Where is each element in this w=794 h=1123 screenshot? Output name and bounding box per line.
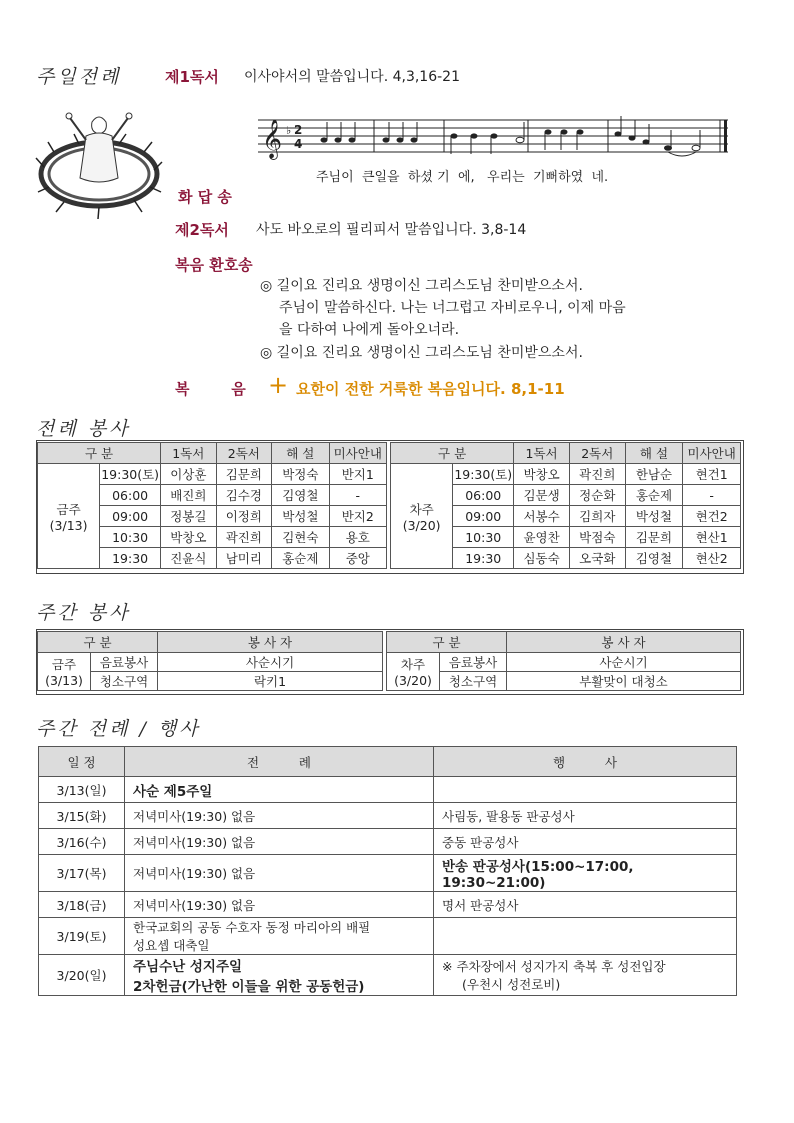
service-cell: 박성철 xyxy=(625,506,683,527)
schedule-liturgy-cell xyxy=(125,803,434,829)
service-cell: 박정숙 xyxy=(272,464,329,485)
service-cell: 배진희 xyxy=(161,485,217,506)
service-cell: 19:30(토) xyxy=(453,464,514,485)
schedule-table xyxy=(38,746,737,996)
weekly-table-next xyxy=(386,631,741,691)
acclamation-line-4: ◎ 길이요 진리요 생명이신 그리스도님 찬미받으소서. xyxy=(260,345,583,361)
schedule-liturgy-cell xyxy=(125,955,434,996)
schedule-event-cell xyxy=(434,892,737,918)
schedule-liturgy-line: 저녁미사(19:30) 없음 xyxy=(133,866,256,881)
weekly-group-cell xyxy=(387,653,440,691)
service-cell: 진윤식 xyxy=(161,548,217,569)
service-group-cell xyxy=(391,464,453,569)
table-row xyxy=(39,855,737,892)
schedule-header-date: 일 정 xyxy=(39,747,125,777)
weekly-group-cell xyxy=(38,653,91,691)
service-cell: 09:00 xyxy=(100,506,161,527)
crown-of-thorns-illustration xyxy=(34,92,164,222)
service-header-usher: 미사안내 xyxy=(329,443,386,464)
schedule-liturgy-line: 저녁미사(19:30) 없음 xyxy=(133,897,256,913)
schedule-date-cell: 3/19(토) xyxy=(39,918,125,955)
weekly-category-cell: 청소구역 xyxy=(440,672,507,691)
service-cell: 곽진희 xyxy=(216,527,272,548)
reading2-label: 제2독서 xyxy=(175,221,229,239)
schedule-liturgy-cell xyxy=(125,855,434,892)
service-cell: 반지1 xyxy=(329,464,386,485)
service-cell: - xyxy=(329,485,386,506)
service-cell: 남미리 xyxy=(216,548,272,569)
weekly-group-date: (3/20) xyxy=(394,673,432,688)
weekly-table-current xyxy=(37,631,383,691)
service-cell: 19:30(토) xyxy=(100,464,161,485)
table-row xyxy=(38,653,383,672)
service-cell: 박창오 xyxy=(161,527,217,548)
schedule-event-cell xyxy=(434,777,737,803)
service-cell: 박점숙 xyxy=(569,527,625,548)
service-header-commentary: 해 설 xyxy=(272,443,329,464)
service-cell: 용호 xyxy=(329,527,386,548)
service-cell: 김영철 xyxy=(272,485,329,506)
service-cell: 심동숙 xyxy=(514,548,570,569)
table-row xyxy=(39,918,737,955)
reading2-text: 사도 바오로의 필리피서 말씀입니다. 3,8-14 xyxy=(256,222,527,238)
service-cell: 김영철 xyxy=(625,548,683,569)
table-row xyxy=(387,672,741,691)
weekly-group-label: 금주 xyxy=(51,657,77,672)
schedule-liturgy-line: 사순 제5주일 xyxy=(133,783,213,800)
weekly-title: 주간 봉사 xyxy=(36,602,131,624)
table-row xyxy=(39,829,737,855)
service-cell: 김문희 xyxy=(625,527,683,548)
acclamation-line-2: 주님이 말씀하신다. 나는 너그럽고 자비로우니, 이제 마음 xyxy=(279,300,626,316)
schedule-date-cell: 3/17(목) xyxy=(39,855,125,892)
schedule-date-cell: 3/20(일) xyxy=(39,955,125,996)
gospel-cross-icon: + xyxy=(268,371,289,399)
gospel-label: 복 음 xyxy=(175,380,246,398)
reading1-label: 제1독서 xyxy=(165,68,219,86)
schedule-header-event: 행 사 xyxy=(434,747,737,777)
service-cell: 이상훈 xyxy=(161,464,217,485)
schedule-liturgy-cell xyxy=(125,892,434,918)
psalm-label: 화 답 송 xyxy=(178,188,232,206)
service-header-division: 구 분 xyxy=(38,443,161,464)
schedule-date-cell: 3/18(금) xyxy=(39,892,125,918)
psalm-lyrics: 주님이 큰일을 하셨 기 에, 우리는 기뻐하였 네. xyxy=(316,170,609,185)
service-title: 전례 봉사 xyxy=(36,418,131,440)
service-cell: 정봉길 xyxy=(161,506,217,527)
service-cell: 반지2 xyxy=(329,506,386,527)
service-cell: 19:30 xyxy=(453,548,514,569)
schedule-date-cell: 3/15(화) xyxy=(39,803,125,829)
table-row xyxy=(39,777,737,803)
weekly-volunteer-cell: 부활맞이 대청소 xyxy=(507,672,741,691)
schedule-title: 주간 전례 / 행사 xyxy=(36,718,201,740)
service-group-label: 차주 xyxy=(409,501,434,517)
service-header-reading2: 2독서 xyxy=(216,443,272,464)
weekly-volunteer-cell: 락키1 xyxy=(158,672,383,691)
table-row xyxy=(38,464,387,485)
schedule-event-cell xyxy=(434,918,737,955)
service-cell: 06:00 xyxy=(100,485,161,506)
service-header-reading1: 1독서 xyxy=(161,443,217,464)
service-cell: 김문생 xyxy=(514,485,570,506)
service-cell: 김희자 xyxy=(569,506,625,527)
table-row xyxy=(387,653,741,672)
service-cell: 박성철 xyxy=(272,506,329,527)
service-cell: 김수경 xyxy=(216,485,272,506)
table-row xyxy=(39,892,737,918)
schedule-liturgy-cell xyxy=(125,829,434,855)
weekly-header-division: 구 분 xyxy=(387,632,507,653)
schedule-event-cell xyxy=(434,803,737,829)
svg-text:4: 4 xyxy=(294,137,303,151)
service-cell: 홍순제 xyxy=(272,548,329,569)
schedule-liturgy-line: 성요셉 대축일 xyxy=(133,938,210,953)
service-header-usher: 미사안내 xyxy=(683,443,741,464)
schedule-event-line: 사림동, 팔용동 판공성사 xyxy=(442,808,575,824)
service-cell: - xyxy=(683,485,741,506)
schedule-liturgy-cell xyxy=(125,777,434,803)
weekly-category-cell: 음료봉사 xyxy=(440,653,507,672)
service-group-date: (3/13) xyxy=(49,517,88,533)
table-row xyxy=(39,803,737,829)
schedule-event-line: (우천시 성전로비) xyxy=(462,977,561,992)
service-cell: 10:30 xyxy=(453,527,514,548)
weekly-header-division: 구 분 xyxy=(38,632,158,653)
service-cell: 정순화 xyxy=(569,485,625,506)
service-cell: 박창오 xyxy=(514,464,570,485)
schedule-event-cell xyxy=(434,855,737,892)
weekly-category-cell: 청소구역 xyxy=(91,672,158,691)
service-cell: 서봉수 xyxy=(514,506,570,527)
service-cell: 김현숙 xyxy=(272,527,329,548)
service-cell: 현건2 xyxy=(683,506,741,527)
acclamation-line-3: 을 다하여 나에게 돌아오너라. xyxy=(279,322,460,338)
psalm-music-staff xyxy=(258,112,738,162)
svg-text:𝄞: 𝄞 xyxy=(262,119,283,159)
weekly-volunteer-cell: 사순시기 xyxy=(507,653,741,672)
weekly-group-label: 차주 xyxy=(400,657,426,672)
service-group-label: 금주 xyxy=(56,501,81,517)
service-cell: 오국화 xyxy=(569,548,625,569)
schedule-liturgy-line: 저녁미사(19:30) 없음 xyxy=(133,808,256,824)
service-cell: 현산2 xyxy=(683,548,741,569)
service-header-commentary: 해 설 xyxy=(625,443,683,464)
schedule-date-cell: 3/16(수) xyxy=(39,829,125,855)
svg-text:♭: ♭ xyxy=(286,124,292,137)
table-row xyxy=(391,464,741,485)
service-cell: 09:00 xyxy=(453,506,514,527)
schedule-date-cell: 3/13(일) xyxy=(39,777,125,803)
weekly-volunteer-cell: 사순시기 xyxy=(158,653,383,672)
weekly-header-volunteers: 봉 사 자 xyxy=(507,632,741,653)
svg-text:2: 2 xyxy=(294,123,303,137)
service-cell: 06:00 xyxy=(453,485,514,506)
schedule-liturgy-line: 저녁미사(19:30) 없음 xyxy=(133,834,256,850)
service-cell: 윤영찬 xyxy=(514,527,570,548)
gospel-text: 요한이 전한 거룩한 복음입니다. 8,1-11 xyxy=(296,380,565,398)
schedule-event-line: 중동 판공성사 xyxy=(442,834,519,850)
service-cell: 김문희 xyxy=(216,464,272,485)
service-cell: 현건1 xyxy=(683,464,741,485)
service-table-next xyxy=(390,442,741,569)
schedule-liturgy-line: 한국교회의 공동 수호자 동정 마리아의 배필 xyxy=(133,920,371,935)
table-row xyxy=(39,955,737,996)
liturgy-title: 주일전례 xyxy=(36,66,122,88)
service-cell: 한남순 xyxy=(625,464,683,485)
schedule-event-cell xyxy=(434,955,737,996)
service-cell: 10:30 xyxy=(100,527,161,548)
service-header-reading1: 1독서 xyxy=(514,443,570,464)
service-table-current xyxy=(37,442,387,569)
service-cell: 곽진희 xyxy=(569,464,625,485)
service-cell: 홍순제 xyxy=(625,485,683,506)
reading1-text: 이사야서의 말씀입니다. 4,3,16-21 xyxy=(244,69,460,85)
schedule-event-line: ※ 주차장에서 성지가지 축복 후 성전입장 xyxy=(442,959,666,974)
schedule-event-line: 명서 판공성사 xyxy=(442,897,519,913)
acclamation-line-1: ◎ 길이요 진리요 생명이신 그리스도님 찬미받으소서. xyxy=(260,278,583,294)
service-header-reading2: 2독서 xyxy=(569,443,625,464)
acclamation-label: 복음 환호송 xyxy=(175,256,253,274)
weekly-category-cell: 음료봉사 xyxy=(91,653,158,672)
service-cell: 19:30 xyxy=(100,548,161,569)
service-cell: 현산1 xyxy=(683,527,741,548)
service-group-date: (3/20) xyxy=(402,517,441,533)
schedule-header-liturgy: 전 례 xyxy=(125,747,434,777)
schedule-event-line: 반송 판공성사(15:00~17:00, 19:30~21:00) xyxy=(442,859,634,891)
schedule-liturgy-cell xyxy=(125,918,434,955)
service-cell: 중앙 xyxy=(329,548,386,569)
service-cell: 이정희 xyxy=(216,506,272,527)
service-header-division: 구 분 xyxy=(391,443,514,464)
weekly-header-volunteers: 봉 사 자 xyxy=(158,632,383,653)
service-group-cell xyxy=(38,464,100,569)
schedule-liturgy-line: 2차헌금(가난한 이들을 위한 공동헌금) xyxy=(133,979,365,995)
schedule-liturgy-line: 주님수난 성지주일 xyxy=(133,959,243,975)
weekly-group-date: (3/13) xyxy=(45,673,83,688)
schedule-event-cell xyxy=(434,829,737,855)
